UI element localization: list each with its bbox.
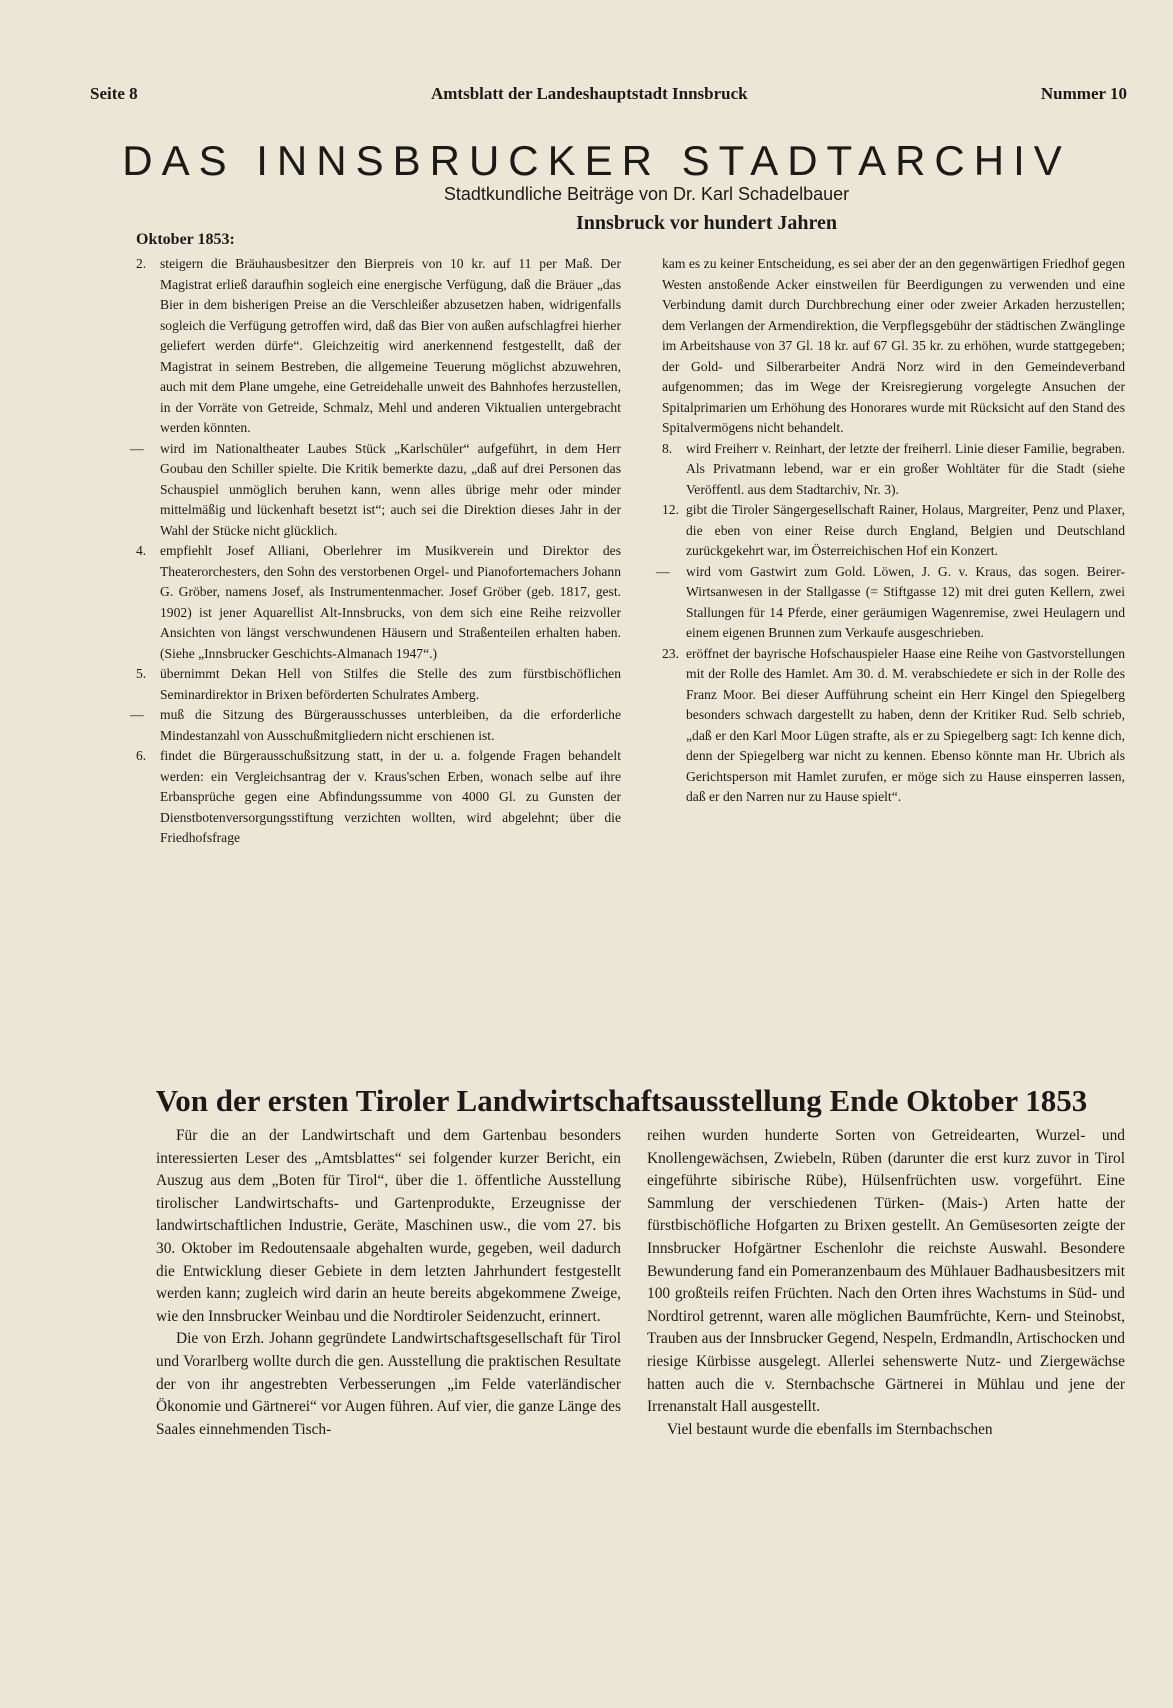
chronicle-entry: [136, 541, 621, 664]
publication-name: Amtsblatt der Landeshauptstadt Innsbruck: [430, 84, 748, 103]
entry-day: 5.: [136, 666, 147, 681]
chronicle-entry: [662, 644, 1125, 808]
chronicle-right-column: [656, 254, 1125, 808]
article-paragraph: Viel bestaunt wurde die ebenfalls im Sternbachschen: [667, 1420, 993, 1438]
entry-day: —: [130, 440, 144, 456]
masthead-title: DAS INNSBRUCKER STADTARCHIV: [122, 137, 1071, 184]
entry-day: 6.: [136, 748, 147, 763]
entry-text: übernimmt Dekan Hell von Stilfes die Stelle des zum fürstbischöflichen Seminardirektor in Brixen beförderten Schulrates Amberg.: [160, 666, 621, 702]
entry-text: eröffnet der bayrische Hofschauspieler Haase eine Reihe von Gastvorstellungen mit der Rolle des Hamlet. Am 30. d. M. verabschiedete er sich in der Rolle des Franz Moor. Bei dieser Aufführung scheint ein Herr Kingel den Spiegelberg besonders schwach dargestellt zu haben, denn der Kritiker Rud. Selb schrieb, „daß er den Karl Moor Lügen strafte, als er zu Spiegelberg sagt: Ich kenne dich, denn der Spiegelberg war nicht zu kennen. Ebenso könnte man Hr. Ubrich als Gerichtsperson mit Hamlet zurufen, er möge sich zu Hause einsperren lassen, daß er den Narren nur zu Hause spielt“.: [686, 645, 1125, 804]
running-head: [90, 84, 1127, 104]
article-paragraph: reihen wurden hunderte Sorten von Getreidearten, Wurzel- und Knollengewächsen, Zwiebeln, Rüben (darunter die erst kurz zuvor in Tirol eingeführte sibirische Rübe), Hülsenfrüchten usw. vorgeführt. Eine Sammlung der verschiedenen Türken- (Mais-) Arten hatte der fürstbischöfliche Hofgarten zu Brixen gestellt. An Gemüsesorten zeigte der Innsbrucker Hofgärtner Eschenlohr die reichste Auswahl. Besondere Bewunderung fand ein Pomeranzenbaum des Mühlauer Badhausbesitzers mit 100 großteils reifen Früchten. Nach den Orten ihres Wachstums in Süd- und Nordtirol getrennt, waren alle möglichen Baumfrüchte, Kern- und Steinobst, Trauben aus der Innsbrucker Gegend, Nespeln, Erdmandln, Artischocken und riesige Kürbisse ausgelegt. Allerlei sehenswerte Nutz- und Ziergewächse hatten auch die v. Sternbachsche Gärtnerei in Mühlau und jene der Irrenanstalt Hall ausgestellt.: [647, 1127, 1125, 1416]
entry-day: 23.: [662, 645, 679, 661]
entry-day: 8.: [662, 440, 673, 456]
entry-text: steigern die Bräuhausbesitzer den Bierpreis von 10 kr. auf 11 per Maß. Der Magistrat erließ daraufhin sogleich eine energische Verfügung, daß die Bräuer „das Bier in dem bisherigen Preise an die Verschleißer abzusetzen haben, widrigenfalls sogleich die Verfügung getroffen wird, daß das Bier von außen aufschlagfrei hierher geliefert werden dürfe“. Gleichzeitig wird anerkennend festgestellt, daß der Magistrat in seinem Bestreben, die allgemeine Teuerung möglichst abzuwehren, auch mit dem Plane umgehe, eine Getreidehalle unweit des Bahnhofes herzustellen, in der Vorräte von Getreide, Schmalz, Mehl und anderen Viktualien untergebracht werden könnten.: [160, 256, 621, 435]
chronicle-entry: [662, 500, 1125, 562]
chronicle-entry: [136, 664, 621, 705]
article-paragraph: Für die an der Landwirtschaft und dem Gartenbau besonders interessierten Leser des „Amtsblattes“ sei folgender kurzer Bericht, ein Auszug aus dem „Boten für Tirol“, über die 1. öffentliche Ausstellung tirolischer Landwirtschafts- und Gartenprodukte, Erzeugnisse der landwirtschaftlichen Industrie, Geräte, Maschinen usw., die vom 27. bis 30. Oktober im Redoutensaale abgehalten wurde, gegeben, weil dadurch die Entwicklung dieser Gebiete in dem letzten Jahrhundert festgestellt werden kann; zugleich wird darin an heute bereits abgekommene Zweige, wie den Innsbrucker Weinbau und die Nordtiroler Seidenzucht, erinnert.: [156, 1127, 621, 1325]
article-paragraph: Die von Erzh. Johann gegründete Landwirtschaftsgesellschaft für Tirol und Vorarlberg wollte durch die gen. Ausstellung die praktischen Resultate der von ihr angestrebten Verbesserungen „im Felde vaterländischer Ökonomie und Gärtnerei“ vor Augen führen. Auf vier, die ganze Länge des Saales einnehmenden Tisch-: [156, 1330, 621, 1438]
section-title: Innsbruck vor hundert Jahren: [576, 212, 837, 234]
masthead-subtitle: Stadtkundliche Beiträge von Dr. Karl Schadelbauer: [443, 184, 850, 204]
entry-text: muß die Sitzung des Bürgerausschusses unterbleiben, da die erforderliche Mindestanzahl von Ausschußmitgliedern nicht erschienen ist.: [160, 707, 621, 743]
entry-day: 12.: [662, 502, 679, 517]
article-right-column: [647, 1125, 1125, 1441]
date-label: Oktober 1853:: [136, 231, 235, 248]
chronicle-entry: [662, 439, 1125, 501]
article-headline: Von der ersten Tiroler Landwirtschaftsausstellung Ende Oktober 1853: [155, 1083, 1088, 1118]
entry-text: wird vom Gastwirt zum Gold. Löwen, J. G. v. Kraus, das sogen. Beirer-Wirtsanwesen in der Stallgasse (= Stiftgasse 12) mit drei guten Kellern, zwei Stallungen für 14 Pferde, einer geräumigen Wagenremise, zwei Heulagern und einem eigenen Brunnen zum Verkaufe ausgeschrieben.: [686, 563, 1125, 640]
entry-text: empfiehlt Josef Alliani, Oberlehrer im Musikverein und Direktor des Theaterorchesters, den Sohn des verstorbenen Orgel- und Pianofortemachers Johann G. Gröber, namens Josef, als Instrumentenmacher. Josef Gröber (geb. 1817, gest. 1902) ist jener Aquarellist Alt-Innsbrucks, von dem sich eine Reihe reizvoller Ansichten von längst verschwundenen Häusern und Straßenteilen erhalten haben. (Siehe „Innsbrucker Geschichts-Almanach 1947“.): [160, 543, 621, 661]
issue-number: Nummer 10: [1040, 84, 1127, 103]
continuation-text: kam es zu keiner Entscheidung, es sei aber der an den gegenwärtigen Friedhof gegen Westen anstoßende Acker einstweilen für Beerdigungen zu verwenden und eine Verbindung damit durch Durchbrechung einer oder zweier Arkaden herzustellen; dem Verlangen der Armendirektion, die Verpflegsgebühr der städtischen Zwänglinge im Arbeitshause von 37 Gl. 18 kr. auf 67 Gl. 35 kr. zu erhöhen, wurde stattgegeben; der Gold- und Silberarbeiter Andrä Norz wird in den Gemeindeverband aufgenommen; das im Wege der Kreisregierung vorgelegte Ansuchen der Spitalprimarien um Erhöhung des Honorares wurde mit Rücksicht auf den Stand des Spitalvermögens nicht behandelt.: [662, 256, 1125, 435]
article-left-column: [156, 1125, 621, 1441]
chronicle-entry: [136, 746, 621, 849]
entry-text: findet die Bürgerausschußsitzung statt, in der u. a. folgende Fragen behandelt werden: ein Vergleichsantrag der v. Kraus'schen Erben, wonach selbe auf ihre Erbansprüche gegen eine Abfindungssumme von 4000 Gl. zu Gunsten der Dienstbotenversorgungsstiftung verzichten wollten, wird abgelehnt; über die Friedhofsfrage: [160, 748, 621, 845]
entry-day: 4.: [136, 543, 147, 558]
entry-day: —: [656, 563, 670, 579]
chronicle-entry: [136, 254, 621, 439]
chronicle-entry: [130, 705, 621, 746]
entry-text: gibt die Tiroler Sängergesellschaft Rainer, Holaus, Margreiter, Penz und Plaxer, die eben von einer Reise durch England, Belgien und Deutschland zurückgekehrt war, im Österreichischen Hof ein Konzert.: [686, 502, 1125, 558]
entry-text: wird im Nationaltheater Laubes Stück „Karlschüler“ aufgeführt, in dem Herr Goubau den Schiller spielte. Die Kritik bemerkte dazu, „daß auf drei Personen das Schauspiel unmöglich beruhen kann, wenn alles übrige mehr oder minder mittelmäßig und lückenhaft besetzt ist“; auch sei die Direktion dieses Jahr in der Wahl der Stücke nicht glücklich.: [160, 440, 621, 538]
chronicle-entry: [130, 439, 621, 542]
chronicle-left-column: [130, 254, 621, 849]
chronicle-entry: [656, 562, 1125, 644]
entry-day: 2.: [136, 256, 147, 271]
page-number: Seite 8: [90, 84, 138, 103]
entry-day: —: [130, 707, 144, 722]
entry-text: wird Freiherr v. Reinhart, der letzte der freiherrl. Linie dieser Familie, begraben. Als Privatmann lebend, war er ein großer Wohltäter für die Stadt (siehe Veröffentl. aus dem Stadtarchiv, Nr. 3).: [686, 440, 1125, 497]
